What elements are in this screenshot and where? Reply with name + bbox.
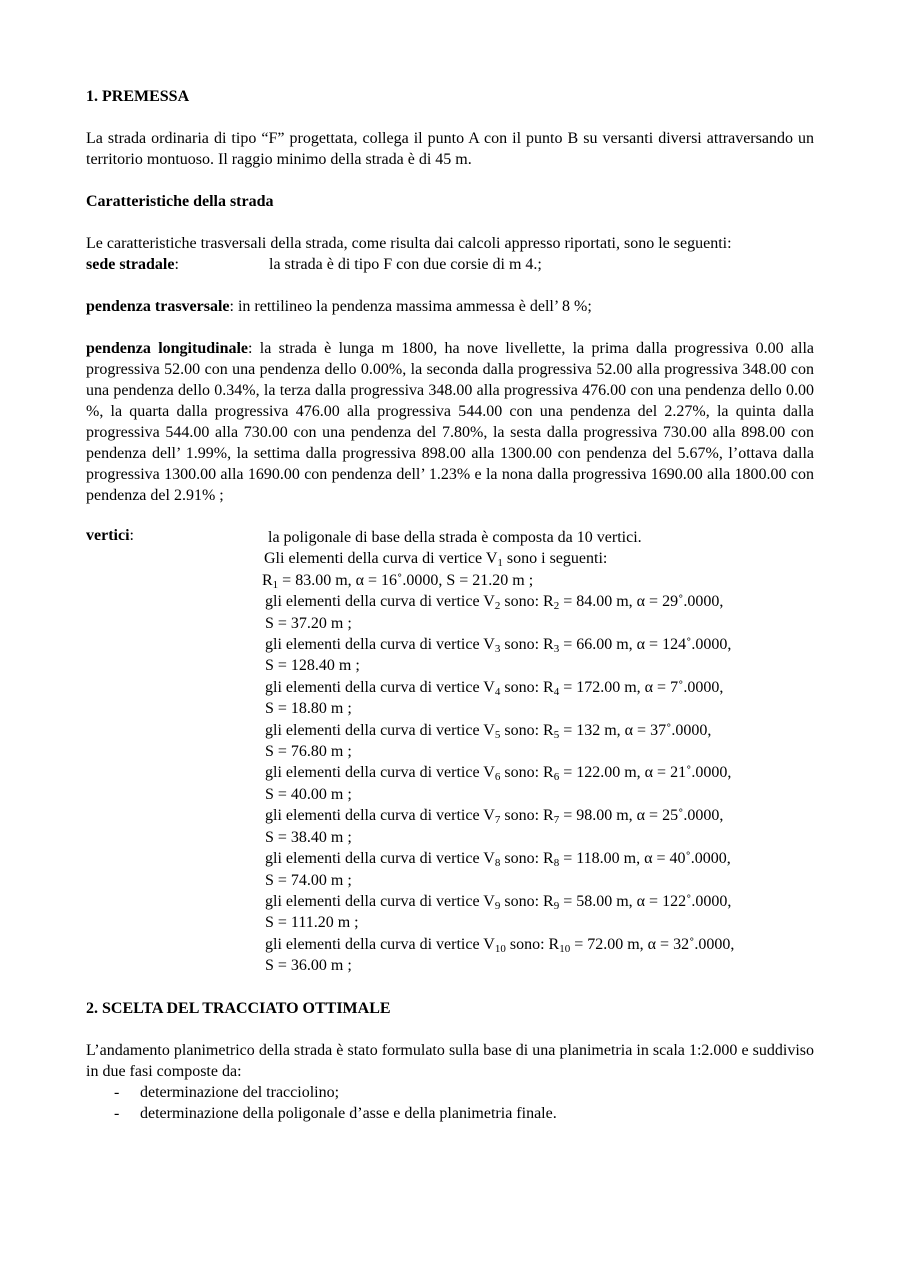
section2-intro: L’andamento planimetrico della strada è stato formulato sulla base di una planimetria in scala 1:2.000 e suddiviso in due fasi composte da: (86, 1041, 814, 1080)
curve-elements-line: gli elementi della curva di vertice $V_9$ sono: $R_9 = 58.00$ m, α = 122˚.0000, (265, 892, 732, 912)
curve-elements-line: gli elementi della curva di vertice $V_2$ sono: $R_2 = 84.00$ m, α = 29˚.0000, (265, 593, 724, 613)
list-item-text: determinazione della poligonale d’asse e della planimetria finale. (140, 1104, 557, 1122)
curve-s-line: S = 36.00 m ; (265, 957, 352, 975)
curve-s-line: S = 111.20 m ; (265, 914, 359, 932)
section-heading-2: 2. SCELTA DEL TRACCIATO OTTIMALE (86, 999, 391, 1017)
section-heading: 1. PREMESSA (86, 88, 190, 105)
curve-s-line: S = 40.00 m ; (265, 785, 352, 803)
sede-stradale-row (86, 254, 814, 275)
pendenza-trasversale (86, 296, 814, 317)
vertici-colon: : (129, 527, 134, 544)
curve-s-line: S = 18.80 m ; (265, 700, 352, 718)
curve-elements-line: gli elementi della curva di vertice $V_8$ sono: $R_8 = 118.00$ m, α = 40˚.0000, (265, 850, 731, 870)
pendenza-longitudinale-text: : la strada è lunga m 1800, ha nove livellette, la prima dalla progressiva 0.00 alla progressiva 52.00 con una pendenza dello 0.00%, la seconda dalla progressiva 52.00 alla progressiva 348.00 con una pendenza dello 0.34%, la terza dalla progressiva 348.00 alla progressiva 476.00 con una pendenza dello 0.00 %, la quarta dalla progressiva 476.00 alla progressiva 544.00 con una pendenza del 2.27%, la quinta dalla progressiva 544.00 alla 730.00 con una pendenza del 7.80%, la sesta dalla progressiva 730.00 alla 898.00 con pendenza dell’ 1.99%, la settima dalla progressiva 898.00 alla 1300.00 con pendenza del 5.67%, l’ottava dalla progressiva 1300.00 alla 1690.00 con pendenza dell’ 1.23% e la nona dalla progressiva 1690.00 alla 1800.00 con pendenza del 2.91% ; (86, 340, 815, 504)
curve-elements-line: gli elementi della curva di vertice $V_6$ sono: $R_6 = 122.00$ m, α = 21˚.0000, (265, 764, 732, 784)
list-item-text: determinazione del tracciolino; (140, 1083, 340, 1101)
pendenza-trasversale-label: pendenza trasversale (86, 298, 230, 315)
phase-list (86, 1082, 814, 1124)
list-item (86, 1082, 814, 1103)
curve-s-line: S = 37.20 m ; (265, 614, 352, 632)
curve-elements-line: gli elementi della curva di vertice $V_5$ sono: $R_5 = 132$ m, α = 37˚.0000, (265, 721, 712, 741)
curve-s-line: S = 76.80 m ; (265, 743, 352, 761)
curve-s-line: S = 38.40 m ; (265, 828, 352, 846)
document-page (86, 86, 814, 1124)
vertici-label: vertici (86, 527, 130, 544)
v1-elements: $R_1 = 83.00$ m, α = 16˚.0000, S = 21.20 m ; (262, 571, 534, 591)
v1-intro: Gli elementi della curva di vertice $V_1$ sono i seguenti: (264, 550, 608, 570)
curve-elements-line: gli elementi della curva di vertice $V_4$ sono: $R_4 = 172.00$ m, α = 7˚.0000, (265, 678, 724, 698)
sede-stradale-label: sede stradale (86, 256, 175, 273)
vertici-intro: la poligonale di base della strada è composta da 10 vertici. (268, 529, 642, 546)
sub-heading: Caratteristiche della strada (86, 193, 274, 210)
intro-paragraph: La strada ordinaria di tipo “F” progettata, collega il punto A con il punto B su versanti diversi attraversando un territorio montuoso. Il raggio minimo della strada è di 45 m. (86, 130, 814, 168)
curve-elements-line: gli elementi della curva di vertice $V_7$ sono: $R_7 = 98.00$ m, α = 25˚.0000, (265, 807, 724, 827)
list-dash: - (114, 1083, 120, 1101)
curve-elements-line: gli elementi della curva di vertice $V_{10}$ sono: $R_{10} = 72.00$ m, α = 32˚.0000, (265, 935, 735, 955)
sede-stradale-colon: : (174, 256, 179, 273)
list-dash: - (114, 1104, 120, 1122)
sede-stradale-text: la strada è di tipo F con due corsie di m 4.; (269, 256, 542, 273)
pendenza-longitudinale-label: pendenza longitudinale (86, 340, 249, 357)
curve-s-line: S = 74.00 m ; (265, 871, 352, 889)
list-item (86, 1103, 814, 1124)
vertici-block (86, 527, 814, 977)
curve-s-line: S = 128.40 m ; (265, 657, 360, 675)
vertici-lines (262, 527, 814, 977)
curve-elements-line: gli elementi della curva di vertice $V_3$ sono: $R_3 = 66.00$ m, α = 124˚.0000, (265, 636, 732, 656)
pendenza-trasversale-text: : in rettilineo la pendenza massima ammessa è dell’ 8 %; (229, 298, 592, 315)
pendenza-longitudinale (86, 338, 814, 506)
transversal-intro: Le caratteristiche trasversali della strada, come risulta dai calcoli appresso riportati, sono le seguenti: (86, 235, 732, 252)
